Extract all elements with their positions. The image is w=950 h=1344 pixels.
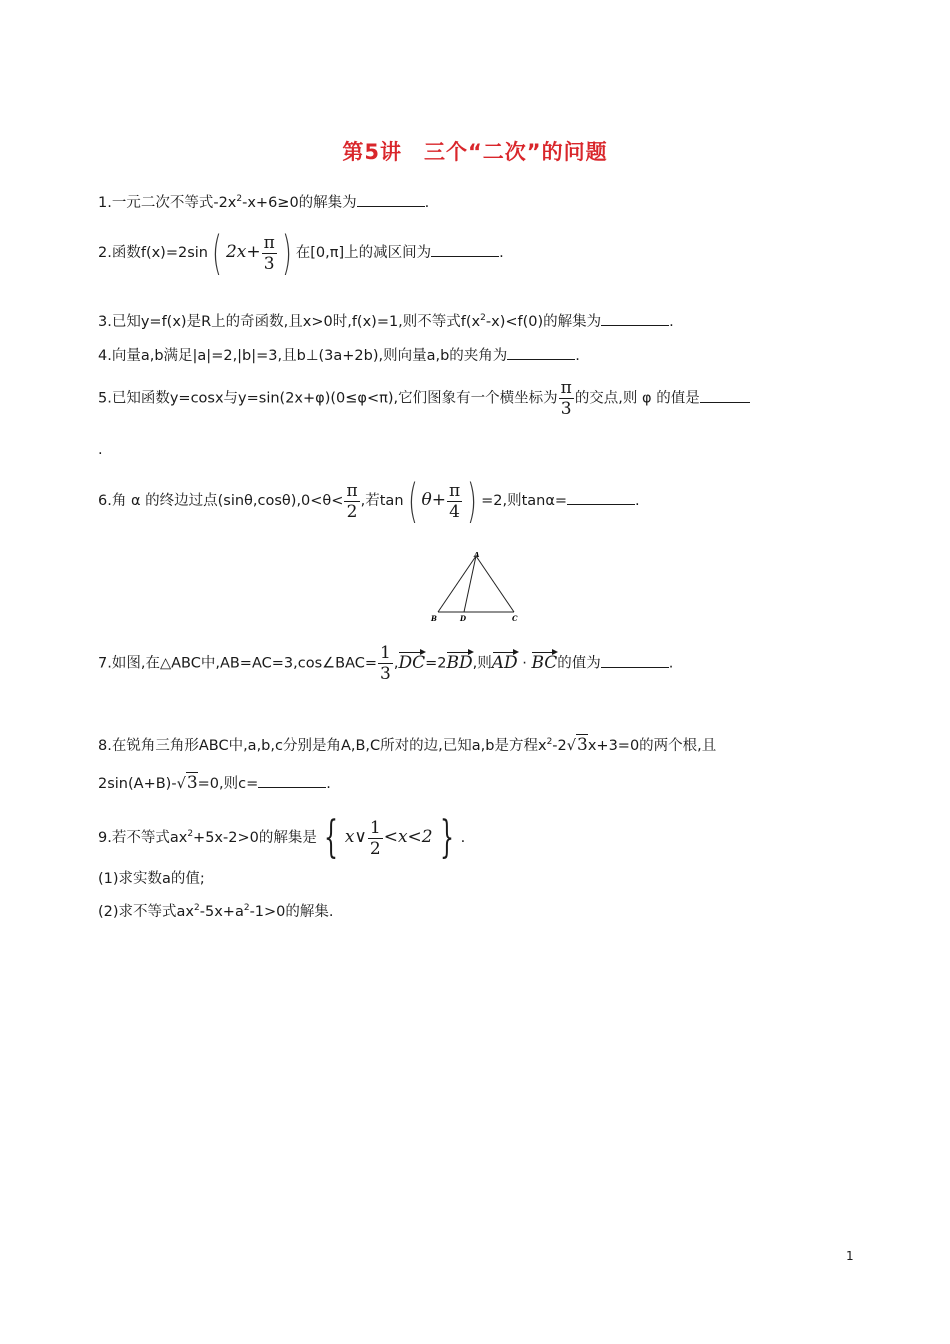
vector-bd: BD [446,652,473,673]
question-8-line-2: 2sin(A+B)-√3=0,则c= . [98,773,331,793]
label-b: B [431,614,437,623]
vector-ad: AD [491,652,518,673]
question-5: 5.已知函数y=cosx与y=sin(2x+φ)(0≤φ<π),它们图象有一个横坐标为 $\frac{\pi}{3}$ 的交点,则 φ 的值是 [98,378,750,419]
answer-blank [700,388,750,403]
question-1: 1.一元二次不等式$-2x^2-x+6\ge 0$的解集为 . [98,194,430,211]
question-4: 4.向量a,b满足|a|=2,|b|=3,且b⊥(3a+2b),则向量a,b的夹角为 . [98,345,580,366]
answer-blank [357,192,425,207]
page-number: 1 [846,1249,854,1263]
answer-blank [431,242,499,257]
question-8-line-1: 8.在锐角三角形ABC中,a,b,c分别是角A,B,C所对的边,已知a,b是方程$x^2-2√3x+3=0$的两个根,且 [98,735,717,755]
answer-blank [507,345,575,360]
question-6: 6.角 α 的终边过点(sinθ,cosθ),0<θ< $\frac{\pi}{2}$ ,若tan( θ+ $\frac{\pi}{4}$ ) =2,则tanα= . [98,474,640,528]
segment-ac [476,556,514,612]
answer-blank [601,311,669,326]
answer-blank [601,653,669,668]
page-title: 第5讲 三个“二次”的问题 [342,140,608,164]
vector-dc: DC [398,652,426,673]
question-3: 3.已知y=f(x)是R上的奇函数,且x>0时,f(x)=1,则不等式$f(x^2-x)<f(0)$的解集为 . [98,313,674,330]
question-7: 7.如图,在△ABC中,AB=AC=3,cos∠BAC= $\frac{1}{3}$ ,DC=2BD,则AD · BC的值为 . [98,643,674,684]
question-5-end: . [98,442,103,458]
question-9: 9.若不等式$ax^2+5x-2>0$的解集是 { x∨ $\frac{1}{2}$ <x<2 } . [98,812,466,863]
question-9-part-1: (1)求实数a的值; [98,871,205,887]
vector-bc: BC [531,652,558,673]
question-9-part-2: (2)求不等式$ax^2-5x+a^2-1>0$的解集. [98,903,334,920]
label-c: C [512,614,518,623]
answer-blank [567,490,635,505]
question-2: 2.函数f(x)=2sin( 2x+ $\frac{\pi}{3}$ ) 在[0,π]上的减区间为 . [98,226,504,280]
triangle-figure [428,552,524,624]
answer-blank [258,773,326,788]
label-a: A [474,552,480,559]
label-d: D [460,614,467,623]
